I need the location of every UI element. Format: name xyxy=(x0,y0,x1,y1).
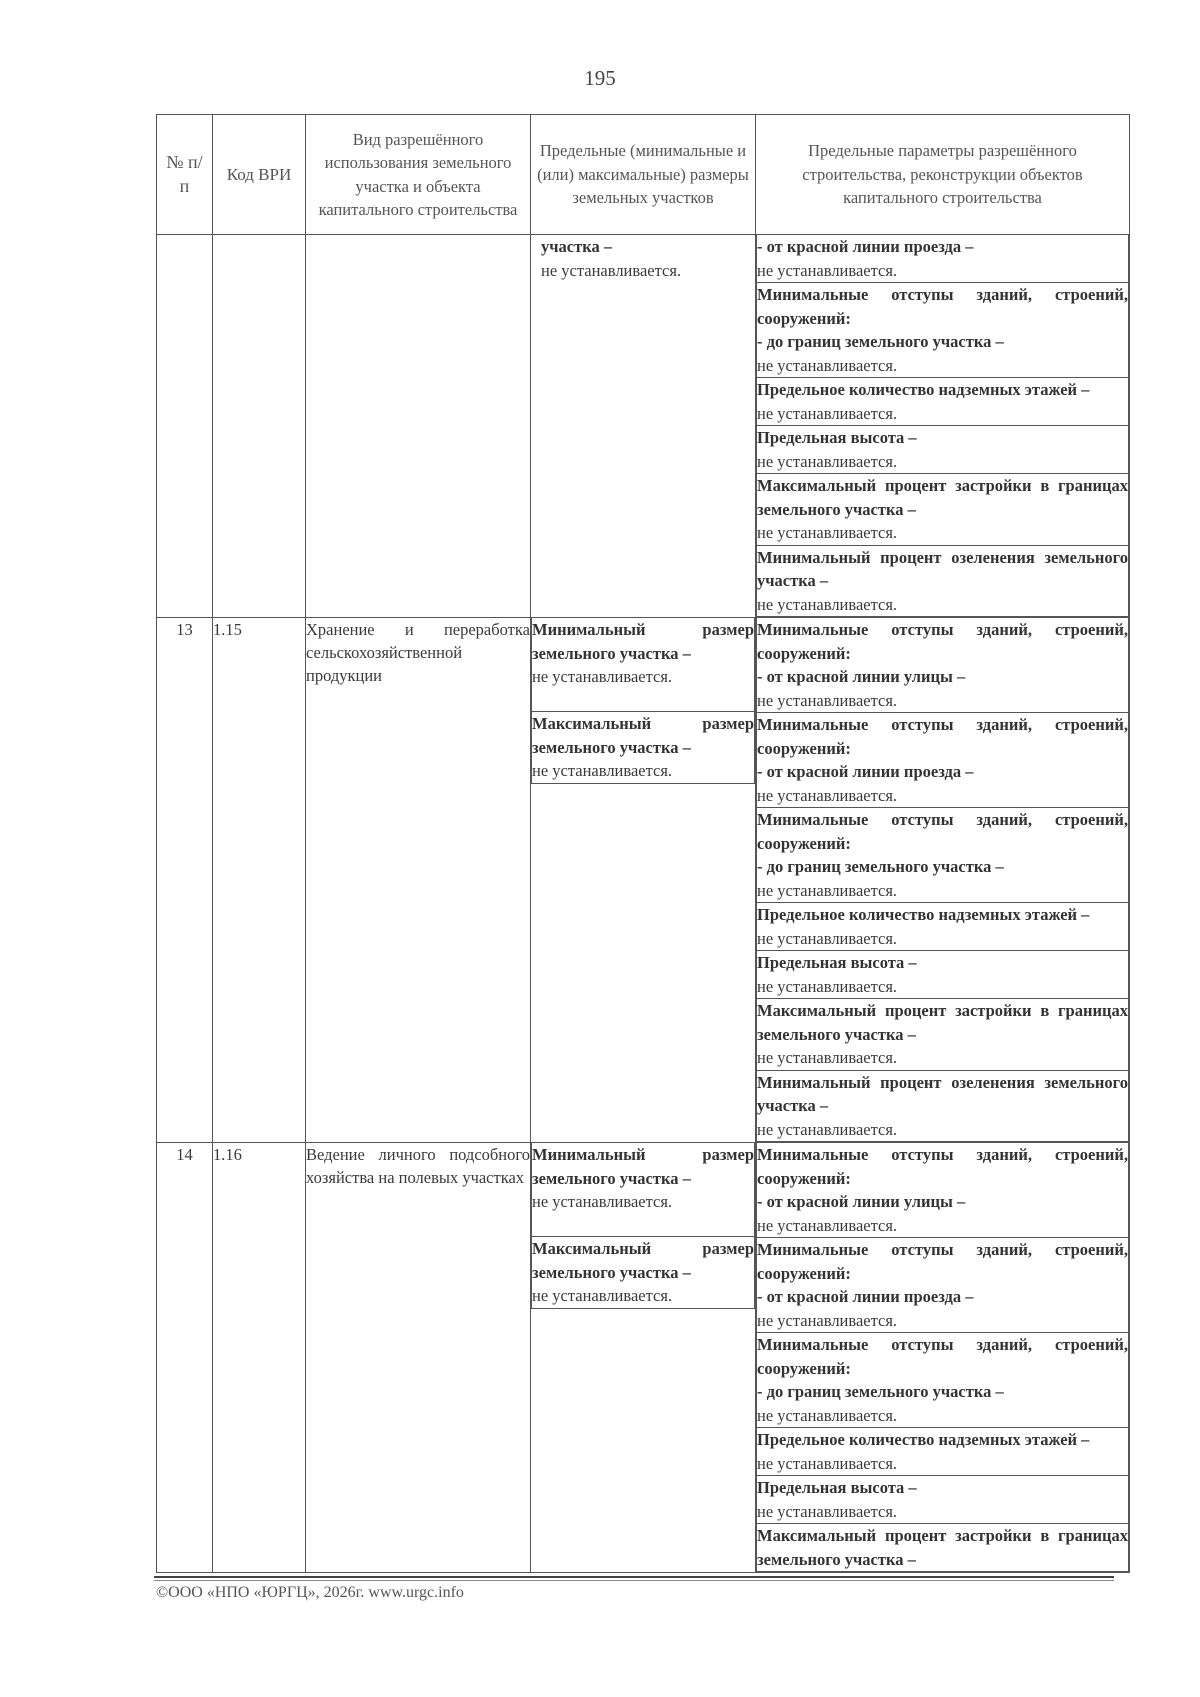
param-cell xyxy=(757,426,1129,474)
cell-usage-type: Ведение личного подсобного хозяйства на полевых участках xyxy=(306,1143,531,1573)
param-label: Максимальный процент застройки в границах земельного участка – xyxy=(757,476,1128,519)
param-row xyxy=(757,1428,1129,1476)
table-row xyxy=(157,618,1130,1143)
param-row xyxy=(757,235,1129,283)
size-cell xyxy=(532,712,755,784)
param-row xyxy=(757,1070,1129,1142)
footer-divider-thin xyxy=(154,1580,1114,1581)
param-label: Максимальный размер земельного участка – xyxy=(532,1239,754,1282)
param-label: Предельное количество надземных этажей – xyxy=(757,1430,1090,1449)
param-text xyxy=(757,378,1128,425)
param-label: Предельная высота – xyxy=(757,1478,917,1497)
header-usage-type: Вид разрешённого использования земельного участка и объекта капитального строительства xyxy=(306,115,531,235)
param-value: не устанавливается. xyxy=(757,523,898,542)
param-row xyxy=(757,1333,1129,1428)
param-text xyxy=(757,1333,1128,1427)
header-code: Код ВРИ xyxy=(213,115,306,235)
param-text xyxy=(757,283,1128,377)
param-label: Минимальные отступы зданий, строений, сооружений: - от красной линии улицы – xyxy=(757,1145,1128,1211)
param-cell xyxy=(757,283,1129,378)
cell-construction-params xyxy=(756,618,1130,1143)
param-label: Минимальные отступы зданий, строений, сооружений: - до границ земельного участка – xyxy=(757,810,1128,876)
param-row xyxy=(757,1524,1129,1572)
param-label: Минимальный размер земельного участка – xyxy=(532,1145,754,1188)
param-cell xyxy=(757,1070,1129,1142)
param-value: не устанавливается. xyxy=(532,1286,673,1305)
param-cell xyxy=(757,235,1129,283)
param-cell xyxy=(757,951,1129,999)
param-value: не устанавливается. xyxy=(757,451,898,471)
param-value: не устанавливается. xyxy=(757,1501,898,1521)
table-row-continuation xyxy=(157,235,1130,618)
param-label: Минимальные отступы зданий, строений, сооружений: - от красной линии улицы – xyxy=(757,620,1128,686)
cell-construction-params xyxy=(756,235,1130,618)
size-value: не устанавливается. xyxy=(541,260,682,280)
param-value: не устанавливается. xyxy=(757,1215,898,1235)
param-row xyxy=(757,378,1129,426)
param-text xyxy=(532,712,754,783)
param-cell xyxy=(757,713,1129,808)
param-text xyxy=(757,1476,1128,1523)
param-value: не устанавливается. xyxy=(757,976,898,996)
param-text xyxy=(757,474,1128,545)
param-value: не устанавливается. xyxy=(757,1048,898,1067)
param-value: не устанавливается. xyxy=(757,355,898,375)
param-label: Минимальные отступы зданий, строений, сооружений: - до границ земельного участка – xyxy=(757,285,1128,351)
param-cell xyxy=(757,999,1129,1071)
param-cell xyxy=(757,1143,1129,1238)
footer-copyright: ©ООО «НПО «ЮРГЦ», 2026г. www.urgc.info xyxy=(156,1584,464,1601)
param-label: Максимальный размер земельного участка – xyxy=(532,714,754,757)
header-construction-params: Предельные параметры разрешённого строительства, реконструкции объектов капитального строительства xyxy=(756,115,1130,235)
size-text xyxy=(531,235,755,282)
param-cell xyxy=(757,1238,1129,1333)
size-cell xyxy=(532,618,755,712)
param-text xyxy=(532,1237,754,1308)
sizes-list xyxy=(531,1143,755,1309)
param-cell xyxy=(757,378,1129,426)
size-row xyxy=(532,618,755,712)
param-label: Минимальные отступы зданий, строений, сооружений: - от красной линии проезда – xyxy=(757,715,1128,781)
param-label: - от красной линии проезда – xyxy=(757,237,974,256)
param-label: Предельная высота – xyxy=(757,428,917,447)
param-row xyxy=(757,903,1129,951)
size-row xyxy=(532,1237,755,1309)
sizes-list xyxy=(531,618,755,784)
param-cell xyxy=(757,1524,1129,1572)
param-text xyxy=(532,618,754,689)
cell-plot-sizes xyxy=(531,1143,756,1573)
param-label: Минимальные отступы зданий, строений, сооружений: - от красной линии проезда – xyxy=(757,1240,1128,1306)
param-text xyxy=(757,1524,1128,1571)
footer-divider xyxy=(154,1576,1114,1578)
param-value: не устанавливается. xyxy=(757,785,898,805)
param-label: Минимальные отступы зданий, строений, сооружений: - до границ земельного участка – xyxy=(757,1335,1128,1401)
params-list xyxy=(756,1143,1129,1572)
param-value: не устанавливается. xyxy=(757,880,898,900)
param-row xyxy=(757,283,1129,378)
param-value: не устанавливается. xyxy=(532,667,673,686)
param-cell xyxy=(757,1428,1129,1476)
cell-usage-type xyxy=(306,235,531,618)
param-row xyxy=(757,1143,1129,1238)
param-value: не устанавливается. xyxy=(757,1119,898,1139)
param-value: не устанавливается. xyxy=(532,1192,673,1211)
param-label: Максимальный процент застройки в границах земельного участка – xyxy=(757,1001,1128,1044)
size-label: участка – xyxy=(541,237,613,256)
param-value: не устанавливается. xyxy=(757,594,898,614)
param-row xyxy=(757,1238,1129,1333)
param-row xyxy=(757,999,1129,1071)
size-row xyxy=(532,1143,755,1237)
param-label: Минимальный процент озеленения земельного участка – xyxy=(757,547,1128,590)
cell-usage-type: Хранение и переработка сельскохозяйственной продукции xyxy=(306,618,531,1143)
param-value: не устанавливается. xyxy=(532,761,673,780)
param-row xyxy=(757,713,1129,808)
param-row xyxy=(757,1476,1129,1524)
param-row xyxy=(757,951,1129,999)
param-cell xyxy=(757,808,1129,903)
param-row xyxy=(757,808,1129,903)
param-value: не устанавливается. xyxy=(757,403,898,423)
param-label: Предельное количество надземных этажей – xyxy=(757,905,1090,924)
param-label: Предельная высота – xyxy=(757,953,917,972)
param-text xyxy=(757,713,1128,807)
cell-plot-sizes xyxy=(531,618,756,1143)
param-row xyxy=(757,545,1129,617)
regulations-table xyxy=(156,114,1130,1573)
cell-number: 14 xyxy=(157,1143,213,1573)
cell-number xyxy=(157,235,213,618)
param-label: Минимальный процент озеленения земельного участка – xyxy=(757,1072,1128,1115)
param-text xyxy=(757,426,1128,473)
param-cell xyxy=(757,618,1129,713)
cell-number: 13 xyxy=(157,618,213,1143)
param-label: Минимальный размер земельного участка – xyxy=(532,620,754,663)
param-label: Максимальный процент застройки в границах земельного участка – xyxy=(757,1526,1128,1569)
param-cell xyxy=(757,474,1129,546)
header-plot-sizes: Предельные (минимальные и (или) максимальные) размеры земельных участков xyxy=(531,115,756,235)
param-value: не устанавливается. xyxy=(757,1405,898,1425)
params-list xyxy=(756,618,1129,1142)
param-cell xyxy=(757,1476,1129,1524)
param-value: не устанавливается. xyxy=(757,260,898,280)
param-row xyxy=(757,618,1129,713)
param-cell xyxy=(757,1333,1129,1428)
param-text xyxy=(757,546,1128,617)
param-text xyxy=(757,951,1128,998)
size-row xyxy=(532,712,755,784)
param-text xyxy=(757,1071,1128,1142)
param-text xyxy=(757,808,1128,902)
param-text xyxy=(757,999,1128,1070)
cell-plot-sizes xyxy=(531,235,756,618)
size-cell xyxy=(532,1237,755,1309)
param-text xyxy=(532,1143,754,1214)
param-cell xyxy=(757,903,1129,951)
table-row xyxy=(157,1143,1130,1573)
cell-code: 1.16 xyxy=(213,1143,306,1573)
param-text xyxy=(757,1238,1128,1332)
table-header-row xyxy=(157,115,1130,235)
param-value: не устанавливается. xyxy=(757,690,898,710)
param-value: не устанавливается. xyxy=(757,1453,898,1473)
cell-code xyxy=(213,235,306,618)
param-text xyxy=(757,235,1128,282)
param-value: не устанавливается. xyxy=(757,928,898,948)
size-cell xyxy=(532,1143,755,1237)
param-row xyxy=(757,474,1129,546)
param-text xyxy=(757,1143,1128,1237)
param-text xyxy=(757,618,1128,712)
cell-construction-params xyxy=(756,1143,1130,1573)
param-label: Предельное количество надземных этажей – xyxy=(757,380,1090,399)
header-number: № п/п xyxy=(157,115,213,235)
param-text xyxy=(757,903,1128,950)
param-cell xyxy=(757,545,1129,617)
param-value: не устанавливается. xyxy=(757,1310,898,1330)
params-list xyxy=(756,235,1129,617)
page-number: 195 xyxy=(584,66,616,90)
param-text xyxy=(757,1428,1128,1475)
cell-code: 1.15 xyxy=(213,618,306,1143)
param-row xyxy=(757,426,1129,474)
